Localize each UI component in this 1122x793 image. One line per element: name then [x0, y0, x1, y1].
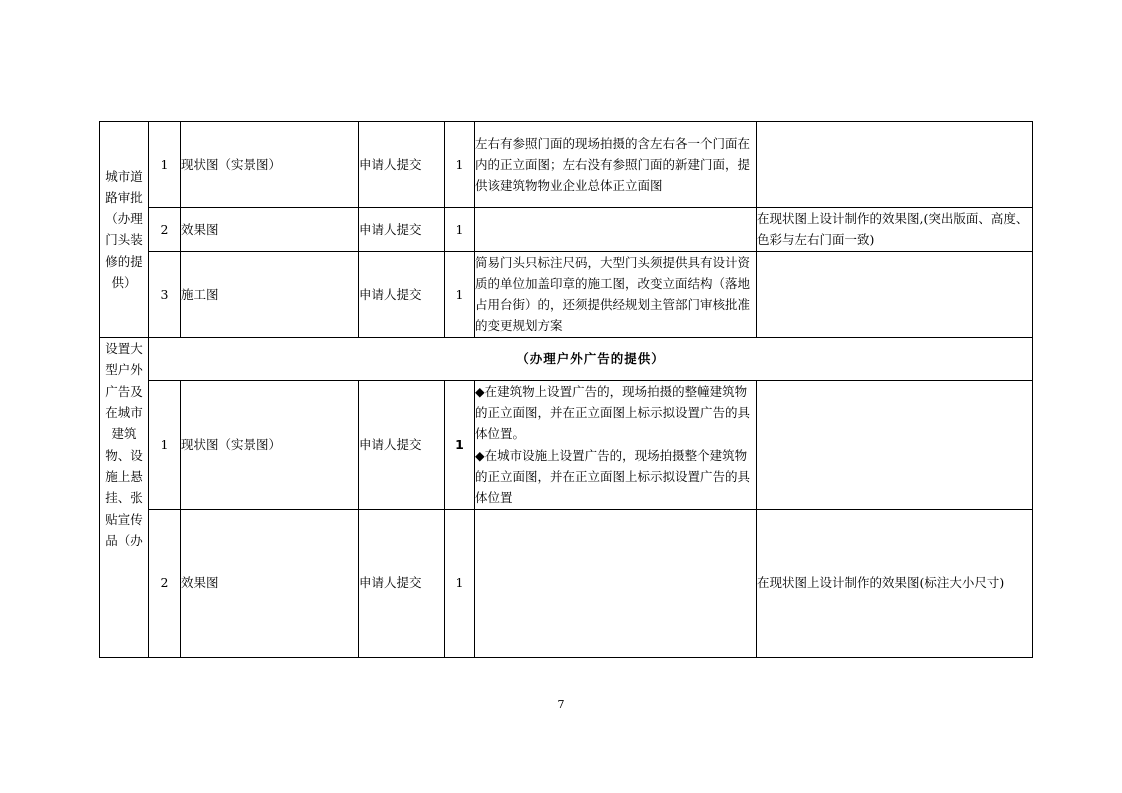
category-text: 设置大型户外广告及在城市建筑物、设施上悬挂、张贴宣传品（办 [105, 341, 143, 548]
copies: 1 [445, 208, 475, 252]
submitter: 申请人提交 [359, 509, 445, 657]
requirement: 左右有参照门面的现场拍摄的含左右各一个门面在内的正立面图；左右没有参照门面的新建门面，提供该建筑物物业企业总体正立面图 [475, 122, 757, 208]
note: 在现状图上设计制作的效果图,(突出版面、高度、色彩与左右门面一致) [757, 208, 1033, 252]
note [757, 122, 1033, 208]
note [757, 380, 1033, 509]
material-name: 现状图（实景图） [181, 380, 359, 509]
submitter: 申请人提交 [359, 251, 445, 337]
row-number: 1 [149, 122, 181, 208]
material-name: 施工图 [181, 251, 359, 337]
table-row [100, 251, 1033, 337]
requirement [475, 208, 757, 252]
copies: 1 [445, 122, 475, 208]
note: 在现状图上设计制作的效果图(标注大小尺寸) [757, 509, 1033, 657]
category-cell [100, 337, 149, 657]
submitter: 申请人提交 [359, 122, 445, 208]
requirement-line: ◆在城市设施上设置广告的，现场拍摄整个建筑物的正立面图，并在正立面图上标示拟设置广告的具体位置 [475, 447, 751, 506]
row-number: 2 [149, 208, 181, 252]
material-name: 现状图（实景图） [181, 122, 359, 208]
copies: 1 [445, 380, 475, 509]
material-name: 效果图 [181, 208, 359, 252]
copies: 1 [445, 251, 475, 337]
table-row [100, 122, 1033, 208]
category-cell: 城市道路审批（办理门头装修的提供） [100, 122, 149, 338]
row-number: 1 [149, 380, 181, 509]
table-row [100, 337, 1033, 380]
submitter: 申请人提交 [359, 208, 445, 252]
table-row [100, 380, 1033, 509]
requirement-line: ◆在建筑物上设置广告的，现场拍摄的整幢建筑物的正立面图，并在正立面图上标示拟设置广告的具体位置。 [475, 383, 751, 442]
requirement: 简易门头只标注尺码，大型门头须提供具有设计资质的单位加盖印章的施工图，改变立面结构（落地占用台街）的，还须提供经规划主管部门审核批准的变更规划方案 [475, 251, 757, 337]
submitter: 申请人提交 [359, 380, 445, 509]
row-number: 3 [149, 251, 181, 337]
material-name: 效果图 [181, 509, 359, 657]
table-row [100, 509, 1033, 657]
copies: 1 [445, 509, 475, 657]
requirement [475, 380, 757, 509]
requirements-table [99, 121, 1033, 658]
page-number: 7 [557, 698, 565, 711]
requirement [475, 509, 757, 657]
row-number: 2 [149, 509, 181, 657]
section-heading: （办理户外广告的提供） [149, 337, 1033, 380]
note [757, 251, 1033, 337]
table-row [100, 208, 1033, 252]
